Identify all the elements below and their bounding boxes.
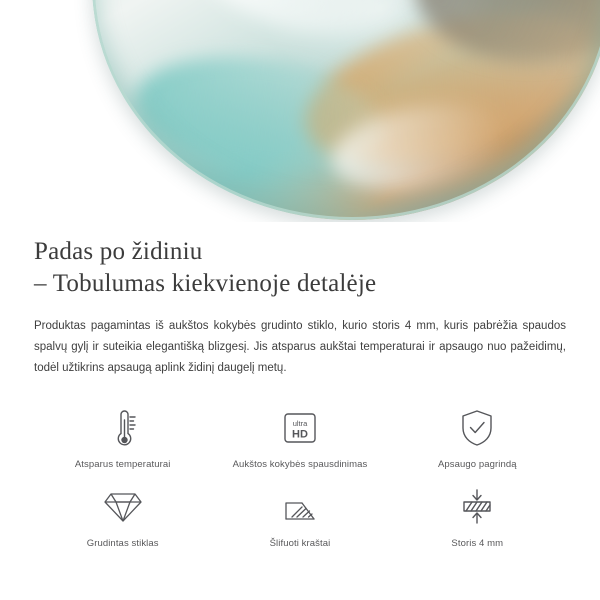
feature-item (34, 405, 211, 470)
svg-text:ultra: ultra (292, 419, 308, 428)
feature-label: Grudintas stiklas (86, 538, 159, 549)
feature-label: Šlifuoti kraštai (269, 538, 331, 549)
polished-edges-icon (280, 484, 320, 530)
page-title-line-1: Padas po židiniu (34, 238, 203, 265)
shield-check-icon (458, 405, 496, 451)
ultra-hd-icon (280, 405, 320, 451)
feature-item (34, 484, 211, 549)
page-title-line-2: – Tobulumas kiekvienoje detalėje (34, 270, 377, 297)
feature-item (389, 405, 566, 470)
feature-grid (34, 405, 566, 549)
feature-item (389, 484, 566, 549)
feature-label: Aukštos kokybės spausdinimas (232, 459, 368, 470)
feature-label: Apsaugo pagrindą (437, 459, 517, 470)
feature-item (211, 484, 388, 549)
product-description-paragraph: Produktas pagamintas iš aukštos kokybės grudinto stiklo, kurio storis 4 mm, kuris pabrėžia spaudos spalvų gylį ir suteikia elegantišką blizgesį. Jis atsparus aukštai temperaturai ir apsaugo nuo pažeidimų, todėl užtikrins apsaugą aplink židinį daugelį metų. (34, 320, 566, 374)
hero-image (0, 0, 600, 222)
thermometer-icon (108, 405, 138, 451)
feature-item (211, 405, 388, 470)
content-area (0, 236, 600, 549)
feature-label: Atsparus temperaturai (74, 459, 171, 470)
svg-text:HD: HD (292, 428, 308, 441)
page-title (34, 236, 566, 300)
diamond-icon (103, 484, 143, 530)
feature-label: Storis 4 mm (451, 538, 504, 549)
glass-edge-rim (92, 0, 600, 220)
thickness-icon (457, 484, 497, 530)
round-glass-pad-image (92, 0, 600, 220)
